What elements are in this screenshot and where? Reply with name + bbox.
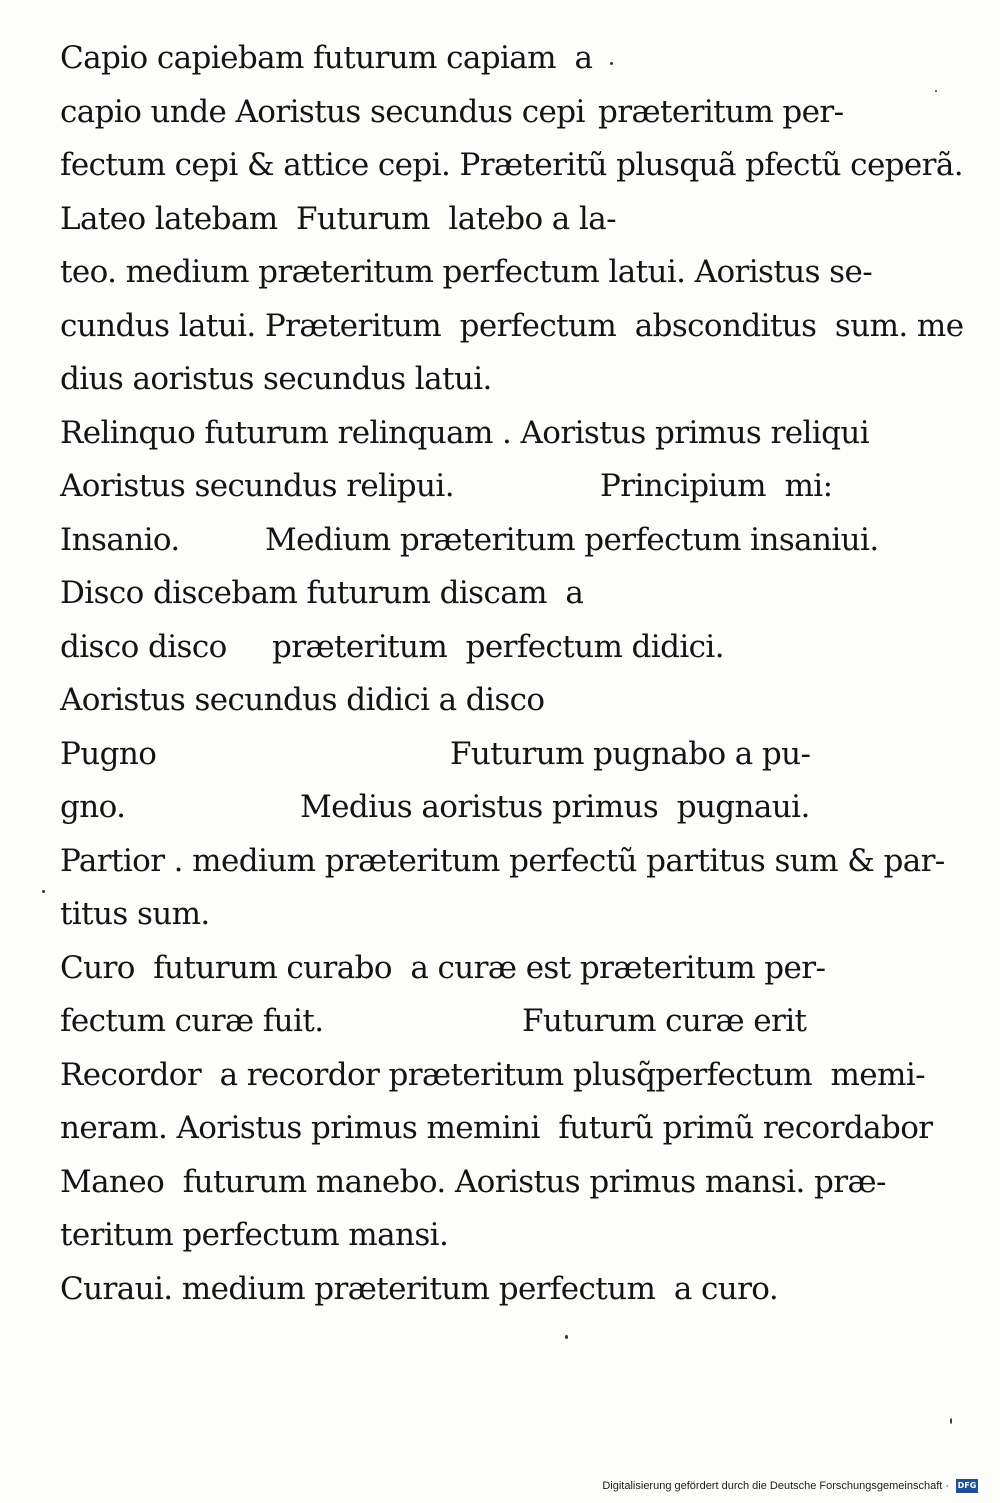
text-segment: capio unde Aoristus secundus cepi <box>60 93 585 130</box>
text-line <box>60 995 940 1049</box>
text-segment: Principium mi: <box>600 468 833 504</box>
text-line <box>60 32 940 86</box>
text-segment: Aoristus secundus didici a disco <box>60 682 545 718</box>
text-segment: Maneo futurum manebo. Aoristus primus mansi. præ- <box>60 1163 886 1200</box>
text-line <box>60 514 940 568</box>
digitization-credit <box>602 1475 978 1497</box>
text-line <box>60 567 940 621</box>
text-line <box>60 300 964 354</box>
scan-speck <box>935 90 937 92</box>
text-segment: Lateo latebam Futurum latebo a la- <box>60 200 616 237</box>
text-line <box>60 781 940 835</box>
text-line <box>60 1156 940 1210</box>
text-segment: præteritum per- <box>598 93 844 130</box>
text-segment: teo. medium præteritum perfectum latui. Aoristus se- <box>60 254 873 290</box>
text-line <box>60 193 940 247</box>
text-line <box>60 353 940 407</box>
text-segment: Pugno <box>60 735 157 772</box>
text-segment: Capio capiebam futurum capiam a <box>60 40 593 76</box>
scan-speck <box>610 62 613 65</box>
text-line <box>60 674 940 728</box>
text-segment: fectum cepi & attice cepi. Præteritũ plusquã pfectũ ceperã. <box>60 147 964 183</box>
scan-speck <box>565 1335 568 1339</box>
text-segment: disco disco <box>60 628 227 665</box>
text-segment: titus sum. <box>60 896 210 932</box>
text-line <box>60 1049 940 1103</box>
text-segment: cundus latui. Præteritum perfectum absconditus sum. me <box>60 307 964 344</box>
text-segment: teritum perfectum mansi. <box>60 1217 449 1253</box>
text-line <box>60 407 940 461</box>
text-line <box>60 835 945 889</box>
text-segment: Curaui. medium præteritum perfectum a curo. <box>60 1270 779 1307</box>
text-line <box>60 942 940 996</box>
text-line <box>60 728 940 782</box>
text-segment: Futurum curæ erit <box>522 1003 807 1039</box>
text-line <box>60 139 964 193</box>
text-segment: fectum curæ fuit. <box>60 1003 324 1039</box>
text-segment: gno. <box>60 789 126 825</box>
credit-text: Digitalisierung gefördert durch die Deutsche Forschungsgemeinschaft <box>602 1480 943 1492</box>
text-line <box>60 1209 940 1263</box>
text-line <box>60 246 940 300</box>
text-line <box>60 621 940 675</box>
text-segment: Partior . medium præteritum perfectũ partitus sum & par- <box>60 842 945 879</box>
text-segment: Aoristus secundus relipui. <box>60 468 454 504</box>
text-segment: neram. Aoristus primus memini futurũ primũ recordabor <box>60 1110 933 1146</box>
text-segment: dius aoristus secundus latui. <box>60 361 492 397</box>
scan-speck <box>42 890 45 893</box>
text-segment: Insanio. <box>60 521 180 558</box>
text-segment: Recordor a recordor præteritum plusq̃perfectum memi- <box>60 1056 926 1093</box>
text-segment: Medium præteritum perfectum insaniui. <box>265 521 879 558</box>
text-segment: præteritum perfectum didici. <box>272 628 724 665</box>
text-line <box>60 888 940 942</box>
text-segment: Disco discebam futurum discam a <box>60 575 584 611</box>
text-segment: Medius aoristus primus pugnaui. <box>300 789 810 825</box>
text-segment: Curo futurum curabo a curæ est præteritum per- <box>60 949 826 986</box>
text-line <box>60 86 940 140</box>
scan-speck <box>950 1418 952 1424</box>
text-line <box>60 1263 940 1317</box>
separator: · <box>945 1480 949 1492</box>
text-segment: Futurum pugnabo a pu- <box>450 735 811 772</box>
text-segment: Relinquo futurum relinquam . Aoristus primus reliqui <box>60 414 870 451</box>
text-line <box>60 1102 940 1156</box>
dfg-logo: DFG <box>956 1479 978 1493</box>
text-line <box>60 460 940 514</box>
text-block <box>60 32 964 1316</box>
